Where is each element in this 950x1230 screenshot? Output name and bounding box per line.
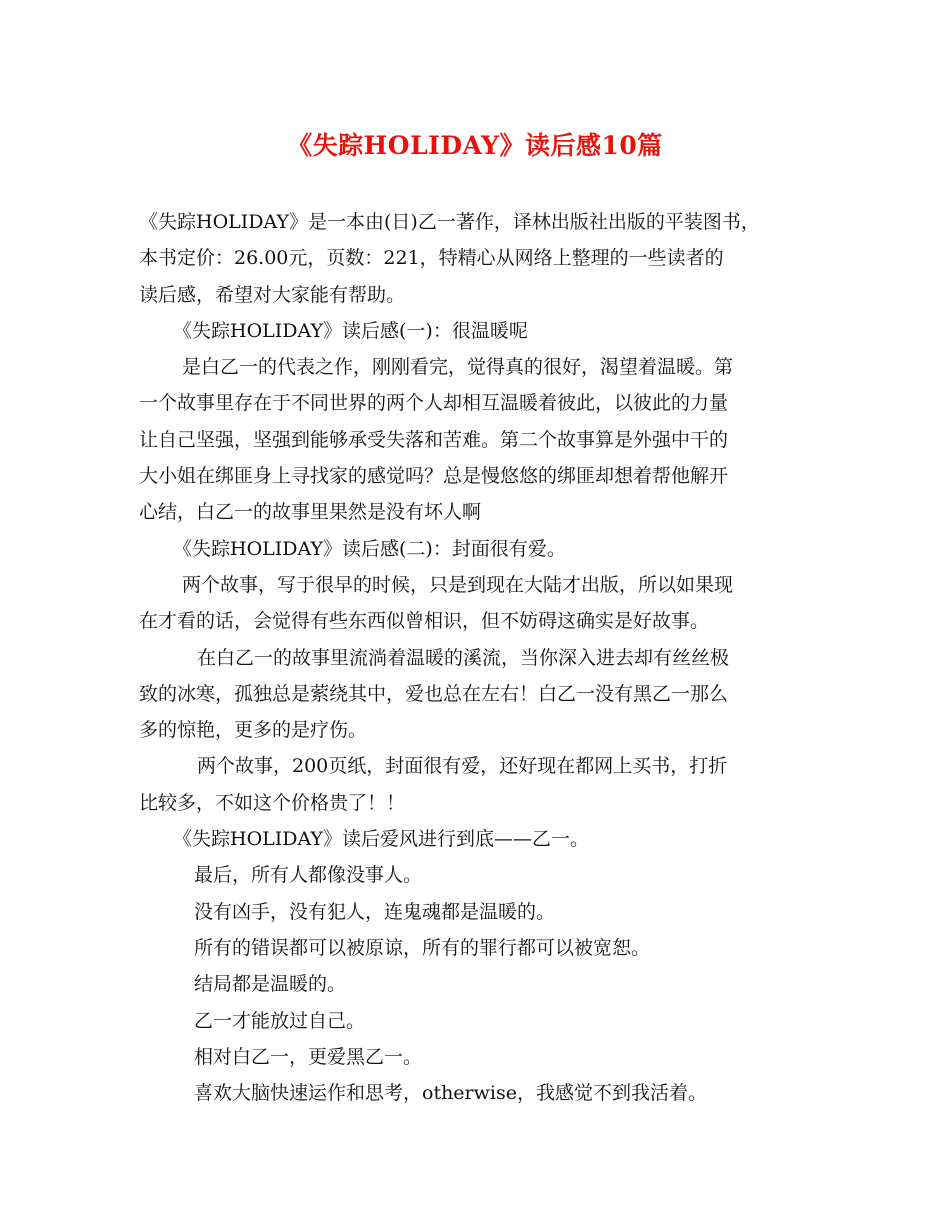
document-title: 《失踪HOLIDAY》读后感10篇 (287, 131, 663, 160)
paragraph-line: 在白乙一的故事里流淌着温暖的溪流，当你深入进去却有丝丝极 (197, 646, 730, 669)
paragraph (139, 821, 819, 857)
paragraph-line: 在才看的话，会觉得有些东西似曾相识，但不妨碍这确实是好故事。 (139, 610, 710, 633)
paragraph (139, 349, 819, 530)
paragraph (139, 930, 819, 966)
paragraph-line: 让自己坚强，坚强到能够承受失落和苦难。第二个故事算是外强中干的 (139, 428, 729, 451)
paragraph (139, 567, 819, 640)
paragraph-line: 致的冰寒，孤独总是萦绕其中，爱也总在左右！白乙一没有黑乙一那么 (139, 682, 729, 705)
paragraph (139, 748, 819, 821)
paragraph-line: 《失踪HOLIDAY》读后感(一)：很温暖呢 (173, 319, 528, 342)
paragraph-line: 所有的错误都可以被原谅，所有的罪行都可以被宽恕。 (194, 936, 651, 959)
paragraph-line: 《失踪HOLIDAY》读后感(二)：封面很有爱。 (173, 537, 566, 560)
paragraph-line: 喜欢大脑快速运作和思考，otherwise，我感觉不到我活着。 (194, 1082, 707, 1105)
paragraph-line: 大小姐在绑匪身上寻找家的感觉吗？总是慢悠悠的绑匪却想着帮他解开 (139, 465, 729, 488)
paragraph-line: 没有凶手，没有犯人，连鬼魂都是温暖的。 (194, 900, 556, 923)
paragraph (139, 966, 819, 1002)
paragraph-line: 多的惊艳，更多的是疗伤。 (139, 719, 368, 742)
paragraph-line: 结局都是温暖的。 (194, 973, 347, 996)
paragraph-line: 两个故事，200页纸，封面很有爱，还好现在都网上买书，打折 (197, 755, 728, 778)
paragraph-line: 本书定价：26.00元，页数：221，特精心从网络上整理的一些读者的 (139, 247, 724, 270)
paragraph-line: 相对白乙一，更爱黑乙一。 (194, 1045, 423, 1068)
document-body (139, 204, 819, 1111)
paragraph-line: 《失踪HOLIDAY》读后爱风进行到底——乙一。 (173, 828, 589, 851)
paragraph (139, 531, 819, 567)
paragraph-line: 一个故事里存在于不同世界的两个人却相互温暖着彼此，以彼此的力量 (139, 392, 729, 415)
paragraph-line: 最后，所有人都像没事人。 (194, 864, 423, 887)
paragraph-line: 乙一才能放过自己。 (194, 1009, 366, 1032)
paragraph-line: 是白乙一的代表之作，刚刚看完，觉得真的很好，渴望着温暖。第 (182, 356, 734, 379)
paragraph (139, 857, 819, 893)
paragraph (139, 204, 819, 313)
paragraph-line: 读后感，希望对大家能有帮助。 (139, 283, 406, 306)
paragraph (139, 1039, 819, 1075)
paragraph (139, 894, 819, 930)
paragraph (139, 1003, 819, 1039)
paragraph (139, 1075, 819, 1111)
paragraph-line: 心结，白乙一的故事里果然是没有坏人啊 (139, 501, 482, 524)
paragraph-line: 《失踪HOLIDAY》是一本由(日)乙一著作，译林出版社出版的平装图书， (139, 211, 760, 233)
paragraph (139, 640, 819, 749)
paragraph-line: 两个故事，写于很早的时候，只是到现在大陆才出版，所以如果现 (182, 573, 734, 596)
paragraph-line: 比较多，不如这个价格贵了！！ (139, 791, 406, 814)
paragraph (139, 313, 819, 349)
